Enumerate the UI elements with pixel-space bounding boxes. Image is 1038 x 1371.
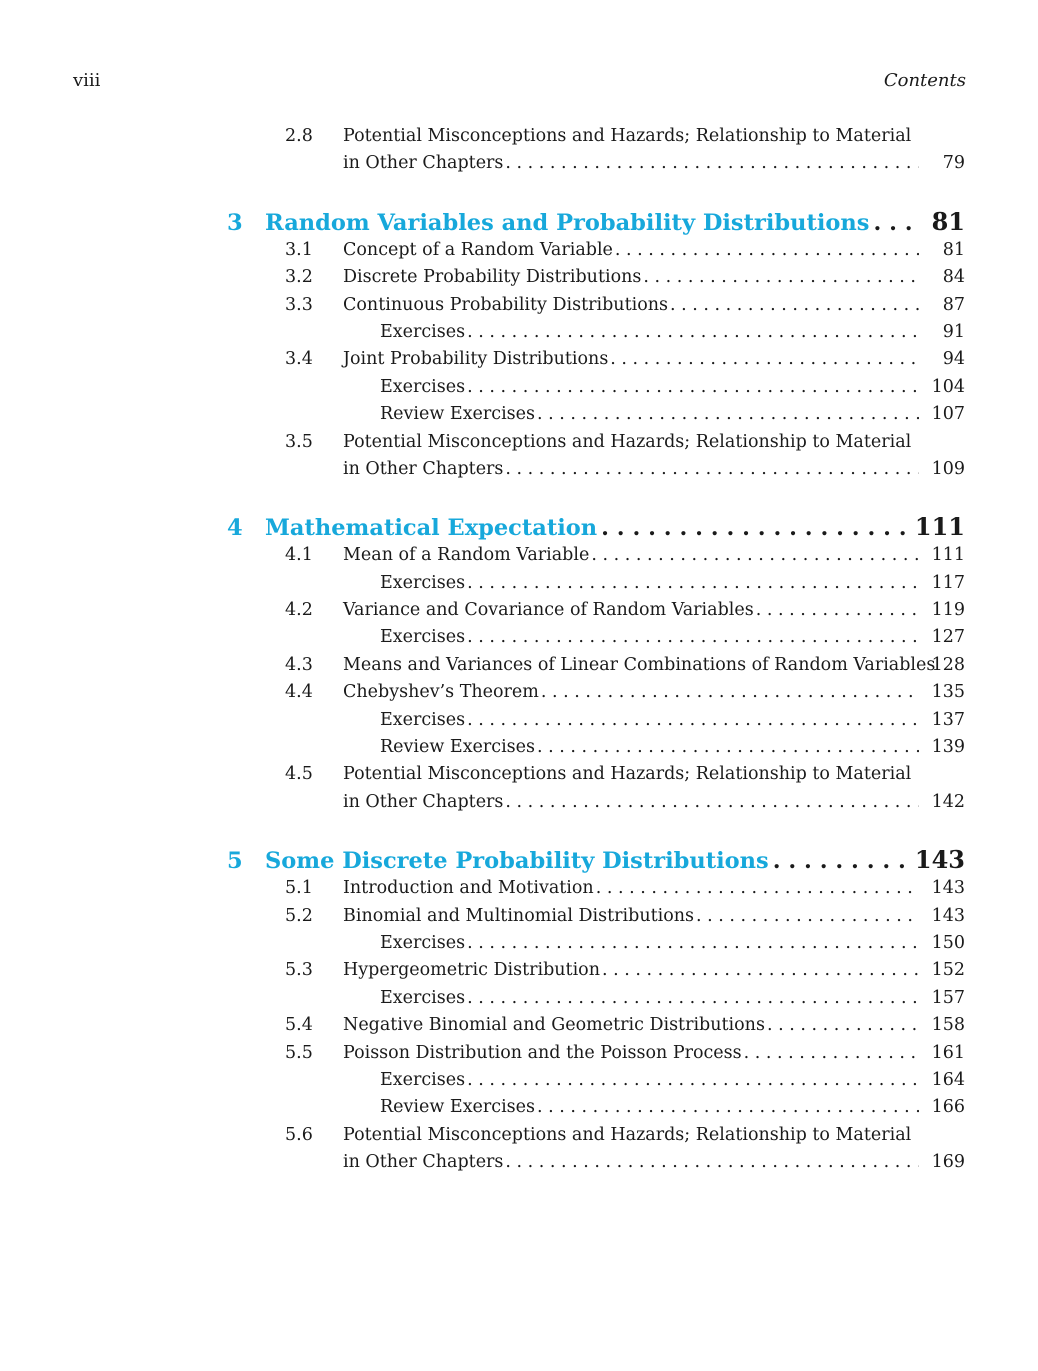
page-number: 143 [931,905,965,926]
page-number: 81 [942,239,965,260]
entry-title: Means and Variances of Linear Combinations of Random Variables [343,654,936,675]
page-number: 111 [914,512,965,542]
page-number: viii [73,70,101,91]
entry-title-wrap [380,930,925,957]
toc-entry[interactable] [227,429,965,456]
dot-leader [601,513,909,544]
toc-entry[interactable] [227,123,965,150]
section-number: 5.3 [285,960,313,981]
entry-title: in Other Chapters [343,1152,504,1173]
page-number: 169 [931,1152,965,1173]
page-number: 150 [931,932,965,953]
page-number: 84 [942,267,965,288]
entry-title-wrap [343,957,925,984]
toc-entry[interactable] [227,761,965,788]
entry-title-wrap [265,208,925,239]
section-number: 3 [227,209,243,236]
section-number: 5 [227,848,243,875]
entry-title: Discrete Probability Distributions [343,267,642,288]
entry-title: in Other Chapters [343,458,504,479]
section-number: 4.1 [285,545,313,566]
section-number: 3.4 [285,349,313,370]
entry-title: Review Exercises [380,737,535,758]
page-number: 127 [931,627,965,648]
entry-title: Poisson Distribution and the Poisson Process [343,1042,742,1063]
toc-entry[interactable] [227,374,965,401]
toc-entry[interactable] [227,1122,965,1149]
section-number: 5.1 [285,878,313,899]
entry-title: Exercises [380,932,466,953]
entry-title-wrap [343,875,925,902]
entry-title: Variance and Covariance of Random Variables [343,600,754,621]
section-number: 4 [227,515,243,542]
dot-leader [467,930,919,957]
entry-title: Concept of a Random Variable [343,239,613,260]
dot-leader [505,150,919,177]
entry-title-wrap [380,374,925,401]
section-number: 5.6 [285,1124,313,1145]
entry-title-wrap [343,264,925,291]
entry-title-wrap [343,150,925,177]
page-number: 81 [931,206,965,236]
entry-title-wrap [343,679,925,706]
entry-title: Exercises [380,572,466,593]
dot-leader [467,1067,919,1094]
section-number: 3.1 [285,239,313,260]
toc-entry[interactable] [227,679,965,706]
entry-title: in Other Chapters [343,791,504,812]
dot-leader [591,542,919,569]
entry-title-wrap [380,1067,925,1094]
entry-title-wrap [380,401,925,428]
toc-entry[interactable] [227,346,965,373]
page-number: 137 [931,709,965,730]
dot-leader [773,846,909,877]
chapter-heading[interactable] [227,844,965,875]
table-of-contents [227,123,965,1177]
page-number: 152 [931,960,965,981]
entry-title-wrap [343,456,925,483]
entry-title: Negative Binomial and Geometric Distributions [343,1015,765,1036]
page-number: 157 [931,987,965,1008]
page-number: 91 [942,321,965,342]
page-number: 87 [942,294,965,315]
toc-entry[interactable] [227,1149,965,1176]
dot-leader [596,875,919,902]
entry-title-wrap [343,1012,925,1039]
entry-title-wrap [380,624,925,651]
toc-entry[interactable] [227,456,965,483]
section-number: 5.2 [285,905,313,926]
page-number: 128 [931,654,965,675]
dot-leader [467,570,919,597]
entry-title-wrap [343,652,936,679]
page-number: 143 [931,878,965,899]
dot-leader [615,237,919,264]
toc-entry[interactable] [227,237,965,264]
dot-leader [467,624,919,651]
entry-title: Potential Misconceptions and Hazards; Relationship to Material [343,126,912,146]
toc-entry[interactable] [227,1094,965,1121]
page-number: 104 [931,376,965,397]
entry-title: in Other Chapters [343,153,504,174]
page-number: 79 [942,153,965,174]
entry-title: Continuous Probability Distributions [343,294,668,315]
entry-title-wrap [343,1040,925,1067]
entry-title-wrap [380,570,925,597]
entry-title-wrap [380,985,925,1012]
page-number: 107 [931,404,965,425]
entry-title-wrap [265,513,915,544]
section-number: 4.4 [285,682,313,703]
entry-title-wrap [343,346,925,373]
entry-title-wrap [380,319,925,346]
toc-entry[interactable] [227,624,965,651]
toc-entry[interactable] [227,903,965,930]
entry-title: Potential Misconceptions and Hazards; Relationship to Material [343,764,912,785]
page-number: 117 [931,572,965,593]
toc-entry[interactable] [227,319,965,346]
dot-leader [744,1040,919,1067]
entry-title: Mathematical Expectation [265,515,598,542]
toc-entry[interactable] [227,542,965,569]
toc-entry[interactable] [227,652,965,679]
dot-leader [670,292,919,319]
entry-title-wrap [343,292,925,319]
section-number: 3.3 [285,294,313,315]
entry-title: Chebyshev’s Theorem [343,682,539,703]
entry-title-wrap [265,846,915,877]
section-number: 5.5 [285,1042,313,1063]
entry-title-wrap [343,1122,925,1149]
entry-title: Review Exercises [380,1097,535,1118]
entry-title-wrap [343,789,925,816]
section-number: 4.2 [285,600,313,621]
entry-title-wrap [343,237,925,264]
dot-leader [537,1094,919,1121]
toc-entry[interactable] [227,985,965,1012]
dot-leader [537,401,919,428]
toc-entry[interactable] [227,597,965,624]
entry-title: Exercises [380,987,466,1008]
page-number: 109 [931,458,965,479]
entry-title: Review Exercises [380,404,535,425]
running-head: Contents [883,70,966,91]
toc-entry[interactable] [227,1012,965,1039]
dot-leader [467,374,919,401]
page-number: 94 [942,349,965,370]
entry-title: Joint Probability Distributions [343,349,609,370]
entry-title-wrap [343,1149,925,1176]
toc-entry[interactable] [227,875,965,902]
dot-leader [505,1149,919,1176]
entry-title: Hypergeometric Distribution [343,960,600,981]
entry-title-wrap [343,123,925,150]
dot-leader [467,319,919,346]
dot-leader [537,734,919,761]
chapter-heading[interactable] [227,511,965,542]
entry-title: Random Variables and Probability Distributions [265,209,870,236]
section-number: 2.8 [285,126,313,146]
toc-entry[interactable] [227,570,965,597]
toc-entry[interactable] [227,401,965,428]
entry-title: Potential Misconceptions and Hazards; Relationship to Material [343,431,912,452]
page-number: 161 [931,1042,965,1063]
entry-title-wrap [380,1094,925,1121]
dot-leader [467,707,919,734]
dot-leader [873,208,919,239]
page-number: 164 [931,1069,965,1090]
page-number: 142 [931,791,965,812]
toc-entry[interactable] [227,930,965,957]
entry-title: Exercises [380,1069,466,1090]
entry-title: Exercises [380,709,466,730]
page-number: 119 [931,600,965,621]
dot-leader [767,1012,919,1039]
entry-title-wrap [380,707,925,734]
entry-title: Introduction and Motivation [343,878,594,899]
dot-leader [643,264,919,291]
toc-entry[interactable] [227,1067,965,1094]
entry-title: Exercises [380,376,466,397]
page-number: 111 [931,545,965,566]
toc-entry[interactable] [227,734,965,761]
section-number: 4.3 [285,654,313,675]
entry-title: Exercises [380,321,466,342]
entry-title-wrap [343,542,925,569]
page-number: 143 [914,845,965,875]
toc-entry[interactable] [227,1040,965,1067]
entry-title-wrap [343,903,925,930]
entry-title: Some Discrete Probability Distributions [265,848,769,875]
dot-leader [505,456,919,483]
entry-title-wrap [343,429,925,456]
entry-title-wrap [343,761,925,788]
page-number: 166 [931,1097,965,1118]
entry-title-wrap [343,597,925,624]
dot-leader [756,597,919,624]
dot-leader [610,346,919,373]
section-number: 5.4 [285,1015,313,1036]
toc-entry[interactable] [227,789,965,816]
dot-leader [602,957,919,984]
section-number: 3.5 [285,431,313,452]
toc-entry[interactable] [227,957,965,984]
entry-title: Exercises [380,627,466,648]
toc-entry[interactable] [227,150,965,177]
dot-leader [467,985,919,1012]
page-number: 135 [931,682,965,703]
chapter-heading[interactable] [227,206,965,237]
page-number: 158 [931,1015,965,1036]
entry-title: Binomial and Multinomial Distributions [343,905,695,926]
section-number: 4.5 [285,764,313,785]
page-number: 139 [931,737,965,758]
entry-title-wrap [380,734,925,761]
entry-title: Mean of a Random Variable [343,545,590,566]
toc-entry[interactable] [227,292,965,319]
section-number: 3.2 [285,267,313,288]
entry-title: Potential Misconceptions and Hazards; Relationship to Material [343,1124,912,1145]
dot-leader [696,903,919,930]
toc-entry[interactable] [227,707,965,734]
toc-entry[interactable] [227,264,965,291]
dot-leader [505,789,919,816]
dot-leader [541,679,919,706]
